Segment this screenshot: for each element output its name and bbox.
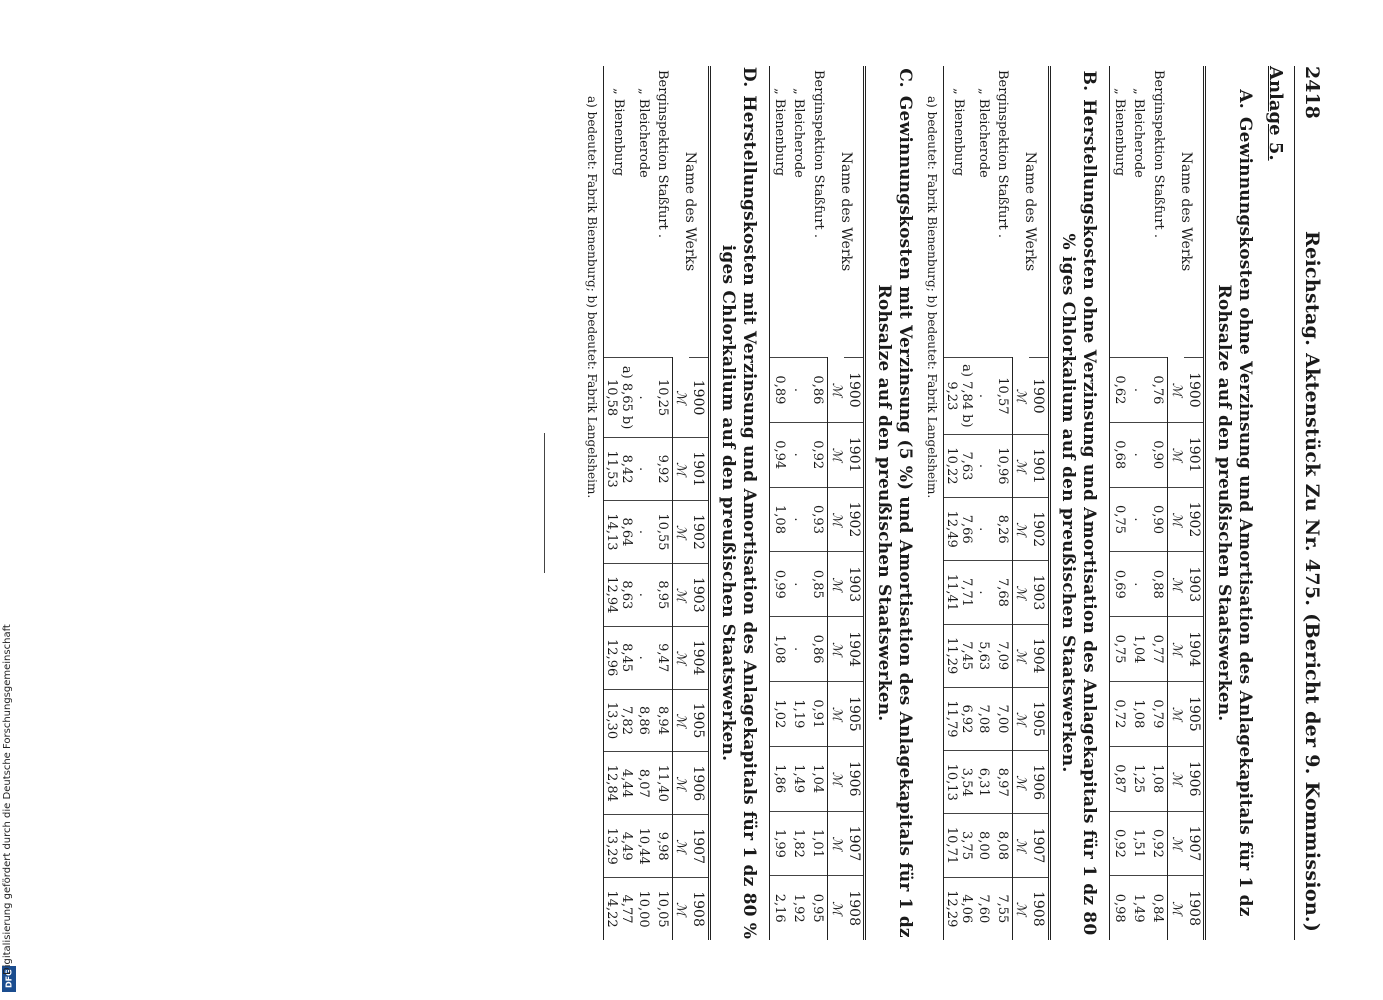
cost-value: 7,09	[993, 624, 1013, 687]
unit-header: ℳ	[828, 552, 845, 617]
cost-value: 0,92	[1149, 811, 1169, 876]
year-header: 1905	[845, 681, 866, 746]
cost-value: .	[974, 358, 993, 435]
cost-value: 1,86	[770, 746, 790, 811]
cost-value: 1,51	[1130, 811, 1149, 876]
cost-value: .	[634, 626, 653, 689]
cost-value: 1,02	[770, 681, 790, 746]
cost-value: .	[634, 438, 653, 501]
cost-value: 0,77	[1149, 617, 1169, 682]
unit-header: ℳ	[828, 876, 845, 940]
cost-value: 0,79	[1149, 681, 1169, 746]
section-title-text: Herstellungskosten mit Verzinsung und Amortisation des Anlagekapitals für 1 dz 80 % iges Chlorkalium auf den preußischen Staatswerken.	[718, 95, 760, 940]
year-header: 1905	[1029, 687, 1050, 750]
year-header: 1907	[689, 815, 710, 878]
section-title-text: Herstellungskosten ohne Verzinsung und Amortisation des Anlagekapitals für 1 dz 80 % iges Chlorkalium auf den preußischen Staatswerken.	[1058, 99, 1100, 936]
cost-value: 7,45 11,29	[944, 624, 975, 687]
cost-value: 1,04	[1130, 617, 1149, 682]
year-header: 1904	[689, 626, 710, 689]
cost-value: .	[634, 563, 653, 626]
cost-value: 7,68	[993, 561, 1013, 624]
section-title	[1213, 66, 1256, 940]
cost-value: 7,00	[993, 687, 1013, 750]
year-header: 1906	[1029, 751, 1050, 814]
cost-value: 7,60	[974, 877, 993, 940]
year-header: 1907	[1029, 814, 1050, 877]
year-header: 1908	[1029, 877, 1050, 940]
anlage-label: Anlage 5.	[1265, 66, 1286, 161]
section-letter: B.	[1079, 70, 1100, 92]
cost-value: 0,89	[770, 358, 790, 423]
year-header: 1904	[1029, 624, 1050, 687]
works-name: Berginspektion Staßfurt .	[995, 70, 1011, 239]
year-header: 1902	[1029, 498, 1050, 561]
cost-value: 9,92	[653, 438, 673, 501]
unit-header: ℳ	[1168, 876, 1185, 940]
footnote: a) bedeutet: Fabrik Bienenburg; b) bedeutet: Fabrik Langelsheim.	[925, 96, 939, 499]
unit-header: ℳ	[1168, 487, 1185, 552]
section-letter: A.	[1235, 89, 1255, 109]
cost-value: .	[1130, 422, 1149, 487]
cost-value: 10,00	[634, 878, 653, 940]
unit-header: ℳ	[673, 689, 690, 752]
unit-header: ℳ	[1013, 561, 1030, 624]
year-header: 1901	[689, 438, 710, 501]
cost-value: 4,06 12,29	[944, 877, 975, 940]
cost-value: 10,55	[653, 501, 673, 564]
name-header: Name des Werks	[1013, 66, 1050, 358]
table-row	[604, 66, 635, 940]
table-row	[1149, 66, 1169, 940]
cost-value: 4,49 13,29	[604, 815, 635, 878]
table-row	[634, 66, 653, 940]
digitization-sidebar	[0, 0, 18, 1000]
works-name: „ Bleicherode	[636, 88, 651, 178]
section-title	[1057, 66, 1100, 940]
unit-header: ℳ	[828, 617, 845, 682]
works-name: „ Bleicherode	[791, 88, 807, 178]
cost-value: a) 8,65 b) 10,58	[604, 358, 635, 438]
year-header: 1908	[1185, 876, 1206, 940]
table-row	[993, 66, 1013, 940]
year-header: 1903	[845, 552, 866, 617]
cost-value: .	[974, 498, 993, 561]
cost-value: 0,68	[1110, 422, 1130, 487]
cost-value: 8,86	[634, 689, 653, 752]
unit-header: ℳ	[1168, 811, 1185, 876]
table-row	[770, 66, 790, 940]
year-header: 1901	[1029, 434, 1050, 497]
cost-value: 1,08	[1130, 681, 1149, 746]
cost-value: 0,86	[809, 617, 829, 682]
unit-header: ℳ	[673, 626, 690, 689]
cost-value: .	[790, 487, 809, 552]
unit-header: ℳ	[1013, 358, 1030, 435]
cost-value: 0,75	[1110, 617, 1130, 682]
cost-value: .	[1130, 358, 1149, 423]
cost-value: 10,96	[993, 434, 1013, 497]
year-header: 1907	[845, 811, 866, 876]
year-header: 1900	[689, 358, 710, 438]
works-name: „ Bienenburg	[770, 66, 790, 358]
cost-value: 1,08	[770, 487, 790, 552]
cost-value: 1,19	[790, 681, 809, 746]
table-row	[653, 66, 673, 940]
cost-value: 1,49	[790, 746, 809, 811]
unit-header: ℳ	[1013, 877, 1030, 940]
cost-value: 9,98	[653, 815, 673, 878]
cost-value: 10,44	[634, 815, 653, 878]
section-title	[717, 66, 760, 940]
unit-header: ℳ	[1168, 746, 1185, 811]
cost-value: 1,25	[1130, 746, 1149, 811]
unit-header: ℳ	[828, 811, 845, 876]
cost-value: 8,97	[993, 751, 1013, 814]
table-row	[790, 66, 809, 940]
cost-value: 8,00	[974, 814, 993, 877]
cost-value: 11,40	[653, 752, 673, 815]
cost-value: 0,98	[1110, 876, 1130, 940]
cost-value: 8,94	[653, 689, 673, 752]
unit-header: ℳ	[1168, 552, 1185, 617]
section-title	[873, 66, 916, 940]
cost-table	[770, 66, 867, 940]
cost-value: 0,86	[809, 358, 829, 423]
cost-value: 6,31	[974, 751, 993, 814]
cost-value: 10,05	[653, 878, 673, 940]
table-row	[809, 66, 829, 940]
section-letter: C.	[895, 68, 915, 88]
name-header: Name des Werks	[828, 66, 865, 358]
section-title-text: Gewinnungskosten mit Verzinsung (5 %) und Amortisation des Anlagekapitals für 1 dz Rohsalze auf den preußischen Staatswerken.	[873, 95, 915, 938]
year-header: 1901	[1185, 422, 1206, 487]
unit-header: ℳ	[1168, 681, 1185, 746]
unit-header: ℳ	[1168, 358, 1185, 423]
cost-value: 0,88	[1149, 552, 1169, 617]
unit-header: ℳ	[1013, 624, 1030, 687]
table-row	[944, 66, 975, 940]
cost-value: 8,95	[653, 563, 673, 626]
unit-header: ℳ	[1168, 422, 1185, 487]
cost-value: 8,64 14,13	[604, 501, 635, 564]
year-header: 1903	[1029, 561, 1050, 624]
cost-value: 4,77 14,22	[604, 878, 635, 940]
unit-header: ℳ	[673, 752, 690, 815]
unit-header: ℳ	[1013, 498, 1030, 561]
cost-value: 0,69	[1110, 552, 1130, 617]
cost-value: .	[790, 617, 809, 682]
unit-header: ℳ	[673, 358, 690, 438]
cost-table	[943, 66, 1051, 940]
works-name: „ Bleicherode	[976, 88, 991, 178]
year-header: 1904	[845, 617, 866, 682]
year-header: 1901	[845, 422, 866, 487]
year-header: 1905	[689, 689, 710, 752]
cost-value: 0,95	[809, 876, 829, 940]
table-row	[1130, 66, 1149, 940]
cost-value: 7,66 12,49	[944, 498, 975, 561]
cost-value: 8,45 12,96	[604, 626, 635, 689]
cost-value: 0,62	[1110, 358, 1130, 423]
name-header: Name des Werks	[1168, 66, 1205, 358]
cost-value: 9,47	[653, 626, 673, 689]
unit-header: ℳ	[673, 563, 690, 626]
year-header: 1903	[1185, 552, 1206, 617]
cost-value: 0,99	[770, 552, 790, 617]
cost-value: 1,01	[809, 811, 829, 876]
cost-value: 7,63 10,22	[944, 434, 975, 497]
unit-header: ℳ	[673, 501, 690, 564]
year-header: 1906	[1185, 746, 1206, 811]
year-header: 1900	[1029, 358, 1050, 435]
cost-value: 10,25	[653, 358, 673, 438]
cost-value: 7,82 13,30	[604, 689, 635, 752]
cost-value: .	[974, 561, 993, 624]
unit-header: ℳ	[828, 681, 845, 746]
cost-value: 1,04	[809, 746, 829, 811]
unit-header: ℳ	[828, 358, 845, 423]
page-number: 2418	[1301, 66, 1323, 119]
cost-value: 0,90	[1149, 487, 1169, 552]
cost-value: 7,08	[974, 687, 993, 750]
unit-header: ℳ	[1013, 814, 1030, 877]
cost-value: .	[790, 358, 809, 423]
unit-header: ℳ	[828, 422, 845, 487]
cost-value: 0,92	[1110, 811, 1130, 876]
cost-value: 0,87	[1110, 746, 1130, 811]
works-name: „ Bleicherode	[1131, 88, 1147, 178]
cost-value: 4,44 12,84	[604, 752, 635, 815]
section-letter: D.	[739, 66, 760, 88]
name-header: Name des Werks	[673, 66, 710, 358]
year-header: 1908	[845, 876, 866, 940]
cost-value: 8,08	[993, 814, 1013, 877]
year-header: 1900	[845, 358, 866, 423]
cost-value: 0,72	[1110, 681, 1130, 746]
year-header: 1902	[845, 487, 866, 552]
cost-value: 8,07	[634, 752, 653, 815]
works-name: „ Bienenburg	[1110, 66, 1130, 358]
dfg-logo: DFG	[2, 966, 16, 992]
unit-header: ℳ	[1013, 751, 1030, 814]
cost-value: .	[634, 501, 653, 564]
table-row	[974, 66, 993, 940]
section-title-text: Gewinnungskosten ohne Verzinsung und Amortisation des Anlagekapitals für 1 dz Rohsalze auf den preußischen Staatswerken.	[1213, 116, 1255, 917]
unit-header: ℳ	[673, 815, 690, 878]
cost-value: 0,92	[809, 422, 829, 487]
running-title: Reichstag. Aktenstück Zu Nr. 475. (Bericht der 9. Kommission.)	[1301, 231, 1323, 933]
year-header: 1906	[845, 746, 866, 811]
year-header: 1904	[1185, 617, 1206, 682]
cost-value: 0,75	[1110, 487, 1130, 552]
cost-value: 0,76	[1149, 358, 1169, 423]
cost-value: 5,63	[974, 624, 993, 687]
cost-value: 8,26	[993, 498, 1013, 561]
cost-value: .	[1130, 487, 1149, 552]
year-header: 1902	[689, 501, 710, 564]
year-header: 1908	[689, 878, 710, 940]
unit-header: ℳ	[828, 487, 845, 552]
cost-value: .	[790, 552, 809, 617]
cost-value: 0,93	[809, 487, 829, 552]
page-header	[1294, 66, 1325, 940]
year-header: 1906	[689, 752, 710, 815]
unit-header: ℳ	[1013, 687, 1030, 750]
cost-value: 0,90	[1149, 422, 1169, 487]
cost-value: 8,63 12,94	[604, 563, 635, 626]
cost-value: 0,85	[809, 552, 829, 617]
cost-value: 1,99	[770, 811, 790, 876]
year-header: 1900	[1185, 358, 1206, 423]
year-header: 1903	[689, 563, 710, 626]
unit-header: ℳ	[828, 746, 845, 811]
works-name: „ Bienenburg	[604, 66, 635, 358]
works-name: Berginspektion Staßfurt .	[810, 70, 826, 239]
unit-header: ℳ	[1013, 434, 1030, 497]
cost-value: 6,92 11,79	[944, 687, 975, 750]
cost-value: 1,08	[770, 617, 790, 682]
cost-value: .	[790, 422, 809, 487]
cost-value: .	[1130, 552, 1149, 617]
sections-container	[585, 66, 1255, 940]
cost-value: 2,16	[770, 876, 790, 940]
year-header: 1907	[1185, 811, 1206, 876]
cost-value: 7,71 11,41	[944, 561, 975, 624]
cost-value: a) 7,84 b) 9,23	[944, 358, 975, 435]
cost-value: 1,82	[790, 811, 809, 876]
footnote: a) bedeutet: Fabrik Bienenburg; b) bedeutet: Fabrik Langelsheim.	[585, 96, 599, 499]
works-name: Berginspektion Staßfurt .	[655, 70, 671, 239]
cost-table	[1110, 66, 1207, 940]
unit-header: ℳ	[1168, 617, 1185, 682]
works-name: „ Bienenburg	[944, 66, 975, 358]
cost-value: .	[974, 434, 993, 497]
cost-value: 0,91	[809, 681, 829, 746]
cost-value: 3,54 10,13	[944, 751, 975, 814]
cost-value: .	[634, 358, 653, 438]
year-header: 1902	[1185, 487, 1206, 552]
cost-value: 1,08	[1149, 746, 1169, 811]
digitization-credit: Digitalisierung gefördert durch die Deutsche Forschungsgemeinschaft	[2, 624, 13, 975]
table-row	[1110, 66, 1130, 940]
works-name: Berginspektion Staßfurt .	[1150, 70, 1166, 239]
cost-value: 0,84	[1149, 876, 1169, 940]
cost-value: 1,49	[1130, 876, 1149, 940]
end-rule	[544, 433, 545, 573]
cost-value: 3,75 10,71	[944, 814, 975, 877]
cost-value: 10,57	[993, 358, 1013, 435]
year-header: 1905	[1185, 681, 1206, 746]
cost-table	[603, 66, 711, 940]
cost-value: 8,42 11,53	[604, 438, 635, 501]
cost-value: 1,92	[790, 876, 809, 940]
cost-value: 0,94	[770, 422, 790, 487]
unit-header: ℳ	[673, 878, 690, 940]
unit-header: ℳ	[673, 438, 690, 501]
cost-value: 7,55	[993, 877, 1013, 940]
